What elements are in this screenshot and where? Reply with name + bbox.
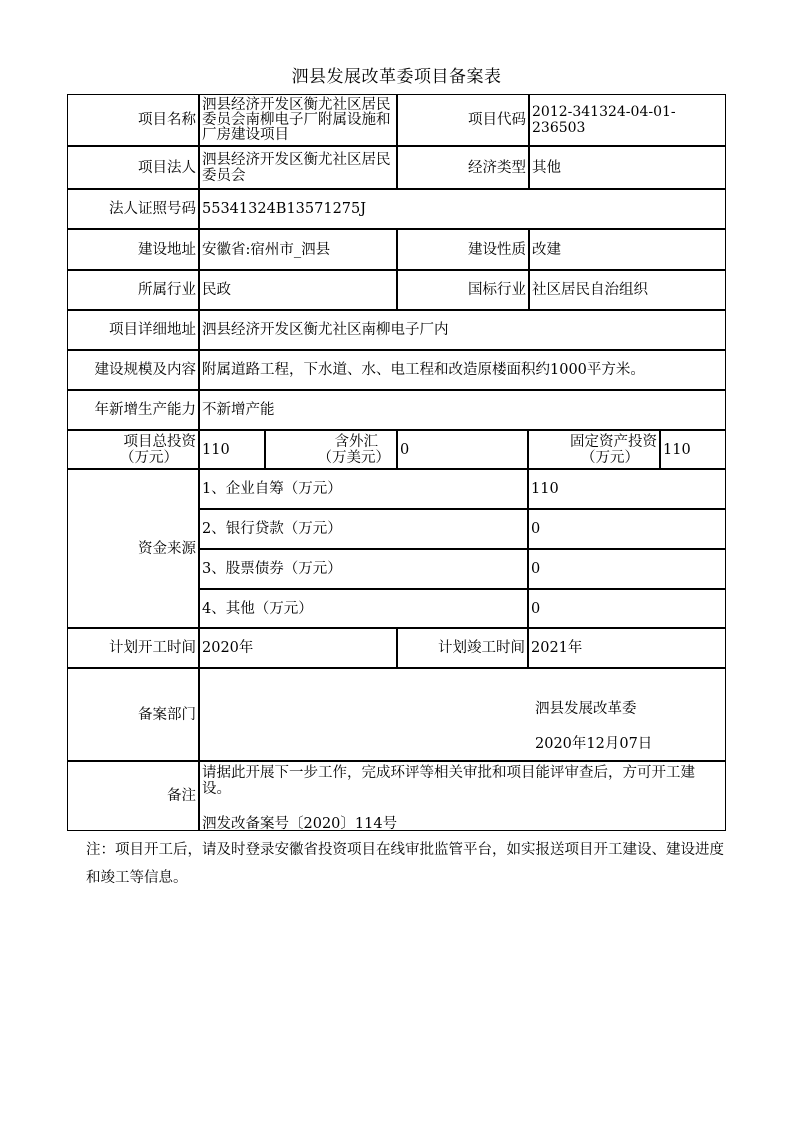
nature-value: 改建 (529, 229, 726, 270)
national-industry-label: 国标行业 (397, 270, 529, 310)
total-invest-label-line1: 项目总投资 (123, 433, 196, 450)
remark-cell (199, 761, 726, 831)
project-code-label: 项目代码 (397, 94, 529, 146)
legal-person-label: 项目法人 (67, 146, 199, 189)
forex-label (265, 430, 397, 469)
nature-label: 建设性质 (397, 229, 529, 270)
scale-value: 附属道路工程，下水道、水、电工程和改造原楼面积约1000平方米。 (199, 350, 726, 390)
address-value: 安徽省:宿州市_泗县 (199, 229, 397, 270)
end-time-label: 计划竣工时间 (397, 628, 528, 668)
funding-item-value: 0 (528, 509, 726, 549)
funding-item-label: 3、股票债券（万元） (199, 549, 528, 589)
detail-address-label: 项目详细地址 (67, 310, 199, 350)
forex-value: 0 (397, 430, 528, 469)
address-label: 建设地址 (67, 229, 199, 270)
scale-label: 建设规模及内容 (67, 350, 199, 390)
footnote: 注：项目开工后，请及时登录安徽省投资项目在线审批监管平台，如实报送项目开工建设、建设进度和竣工等信息。 (86, 842, 724, 886)
total-invest-value: 110 (199, 430, 265, 469)
dept-label: 备案部门 (67, 668, 199, 761)
funding-item-label: 2、银行贷款（万元） (199, 509, 528, 549)
project-name-value: 泗县经济开发区衡尤社区居民委员会南柳电子厂附属设施和厂房建设项目 (199, 94, 397, 146)
total-invest-label (67, 430, 199, 469)
license-value: 55341324B13571275J (199, 189, 726, 229)
funding-item-label: 4、其他（万元） (199, 589, 528, 628)
detail-address-value: 泗县经济开发区衡尤社区南柳电子厂内 (199, 310, 726, 350)
remark-number: 泗发改备案号〔2020〕114号 (202, 816, 398, 832)
end-time-value: 2021年 (528, 628, 726, 668)
industry-value: 民政 (199, 270, 397, 310)
fixed-invest-value: 110 (660, 430, 726, 469)
dept-cell (199, 668, 726, 761)
start-time-label: 计划开工时间 (67, 628, 199, 668)
remark-label: 备注 (67, 761, 199, 831)
econ-type-value: 其他 (529, 146, 726, 189)
fixed-invest-label (528, 430, 660, 469)
national-industry-value: 社区居民自治组织 (529, 270, 726, 310)
project-code-value: 2012-341324-04-01-236503 (529, 94, 726, 146)
remark-text: 请据此开展下一步工作，完成环评等相关审批和项目能评审查后，方可开工建设。 (202, 765, 695, 797)
page-title: 泗县发展改革委项目备案表 (291, 67, 502, 87)
industry-label: 所属行业 (67, 270, 199, 310)
dept-date: 2020年12月07日 (535, 736, 653, 752)
funding-item-value: 0 (528, 589, 726, 628)
forex-label-line2: （万美元） (317, 449, 390, 466)
capacity-value: 不新增产能 (199, 390, 726, 430)
funding-label: 资金来源 (67, 469, 199, 628)
forex-label-line1: 含外汇 (334, 433, 378, 450)
funding-item-value: 110 (528, 469, 726, 509)
funding-item-label: 1、企业自筹（万元） (199, 469, 528, 509)
capacity-label: 年新增生产能力 (67, 390, 199, 430)
fixed-invest-label-line2: （万元） (581, 449, 639, 466)
total-invest-label-line2: （万元） (120, 449, 178, 466)
legal-person-value: 泗县经济开发区衡尤社区居民委员会 (199, 146, 397, 189)
start-time-value: 2020年 (199, 628, 397, 668)
econ-type-label: 经济类型 (397, 146, 529, 189)
fixed-invest-label-line1: 固定资产投资 (570, 433, 657, 450)
project-name-label: 项目名称 (67, 94, 199, 146)
dept-name: 泗县发展改革委 (535, 701, 637, 717)
license-label: 法人证照号码 (67, 189, 199, 229)
funding-item-value: 0 (528, 549, 726, 589)
